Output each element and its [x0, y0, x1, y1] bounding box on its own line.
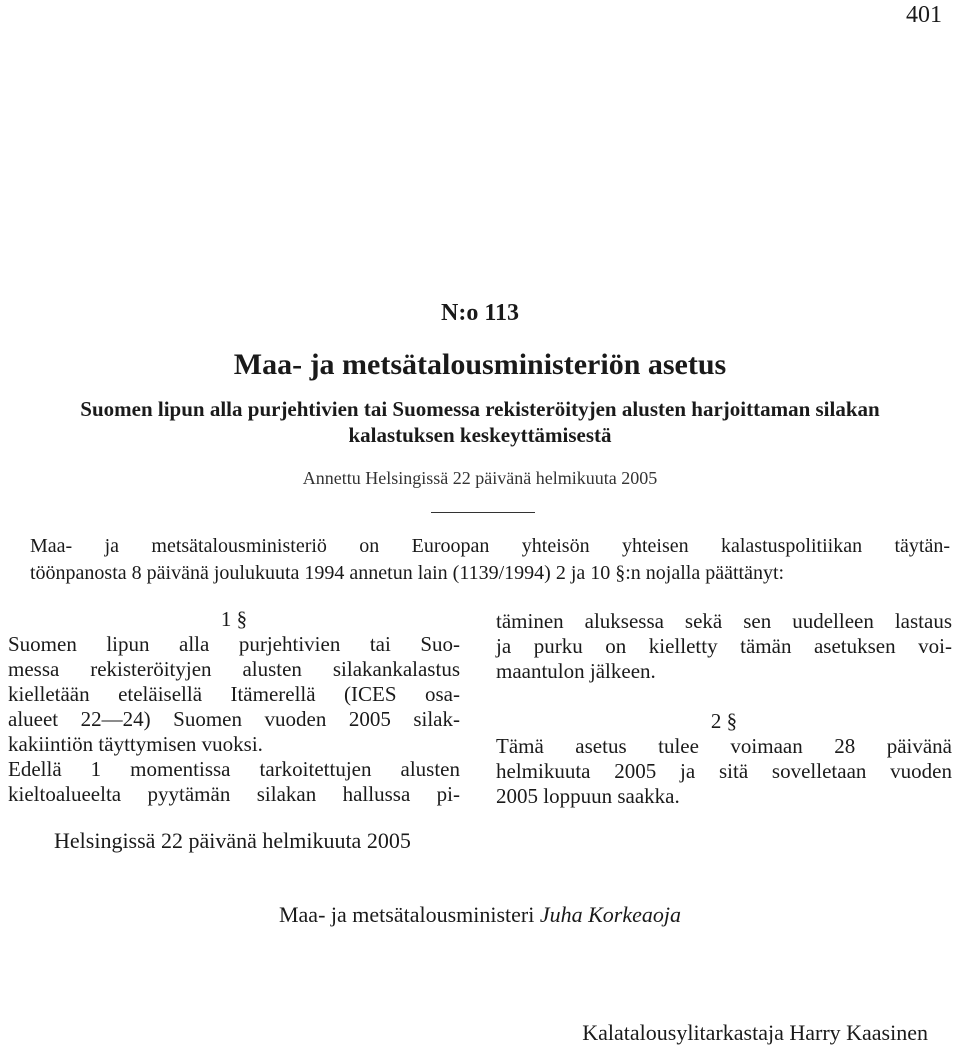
place-and-date: Helsingissä 22 päivänä helmikuuta 2005 — [54, 828, 411, 853]
document-subtitle-line1: Suomen lipun alla purjehtivien tai Suomessa rekisteröityjen alusten harjoittaman silakan — [80, 397, 880, 421]
section-1-para1-line: kielletään eteläisellä Itämerellä (ICES osa- — [8, 682, 460, 706]
section-1-para1-line: alueet 22—24) Suomen vuoden 2005 silak- — [8, 707, 460, 731]
document-title: Maa- ja metsätalousministeriön asetus — [233, 348, 727, 381]
inspector-signature: Kalatalousylitarkastaja Harry Kaasinen — [582, 1020, 928, 1045]
section-1-heading: 1 § — [220, 607, 248, 631]
section-1-para2-cont-line: maantulon jälkeen. — [496, 659, 656, 683]
section-1-para2-cont-line: täminen aluksessa sekä sen uudelleen lastaus — [496, 609, 952, 633]
statute-number: N:o 113 — [441, 300, 519, 326]
minister-name: Juha Korkeaoja — [539, 902, 682, 927]
document-subtitle-line2: kalastuksen keskeyttämisestä — [348, 423, 612, 447]
minister-signature — [0, 900, 960, 930]
separator-rule — [431, 512, 535, 513]
section-1-para2-line: Edellä 1 momentissa tarkoitettujen alusten — [8, 757, 460, 781]
section-2-line: 2005 loppuun saakka. — [496, 784, 680, 808]
section-1-para2-cont-line: ja purku on kielletty tämän asetuksen voi- — [496, 634, 952, 658]
page-number: 401 — [906, 2, 942, 28]
preamble-line1: Maa- ja metsätalousministeriö on Euroopan yhteisön yhteisen kalastuspolitiikan täytän- — [30, 535, 950, 557]
section-1-para2-line: kieltoalueelta pyytämän silakan hallussa pi- — [8, 782, 460, 806]
section-1-para1-line: Suomen lipun alla purjehtivien tai Suo- — [8, 632, 460, 656]
issued-date: Annettu Helsingissä 22 päivänä helmikuuta 2005 — [302, 468, 658, 488]
preamble-line2: töönpanosta 8 päivänä joulukuuta 1994 annetun lain (1139/1994) 2 ja 10 §:n nojalla päättänyt: — [30, 562, 785, 584]
section-2-heading: 2 § — [710, 709, 738, 733]
minister-title: Maa- ja metsätalousministeri — [278, 902, 535, 927]
section-2-line: Tämä asetus tulee voimaan 28 päivänä — [496, 734, 952, 758]
section-1-para1-line: messa rekisteröityjen alusten silakankalastus — [8, 657, 460, 681]
section-2-line: helmikuuta 2005 ja sitä sovelletaan vuoden — [496, 759, 952, 783]
section-1-para1-line: kakiintiön täyttymisen vuoksi. — [8, 732, 263, 756]
